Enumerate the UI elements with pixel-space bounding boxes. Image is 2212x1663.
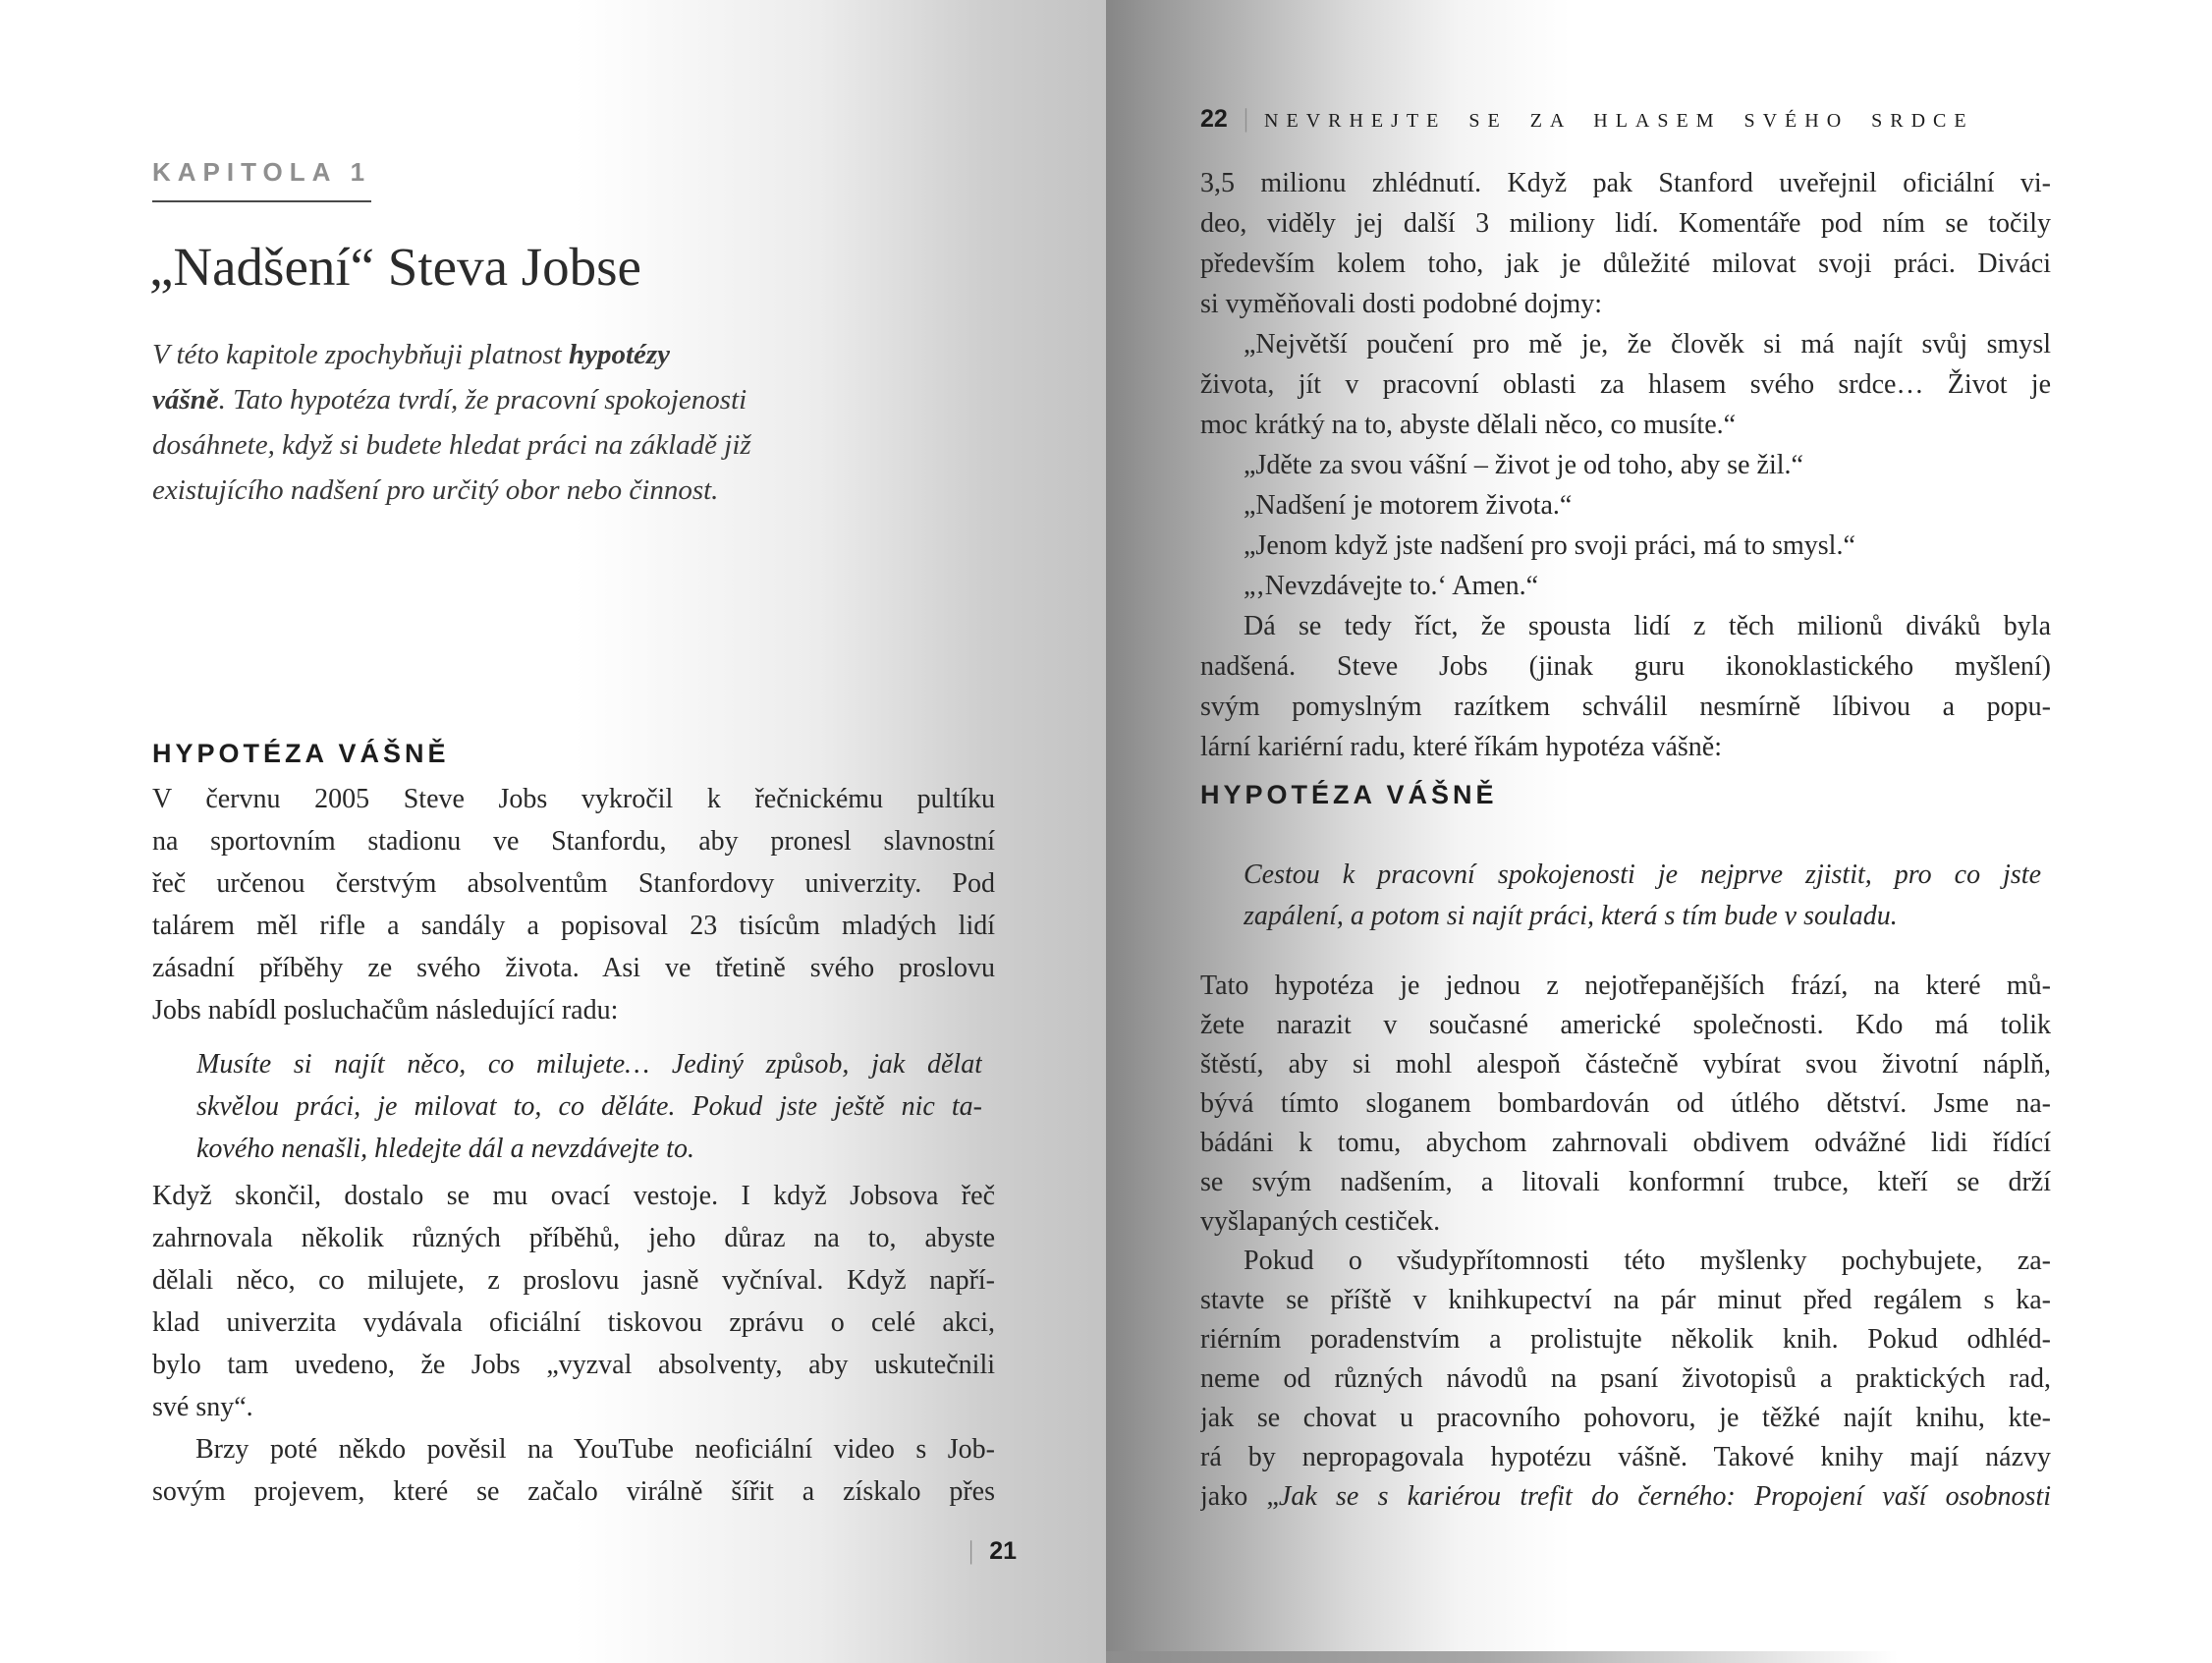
text-segment: „Největší poučení pro mě je, že člověk si má najít svůj smysl [1244, 329, 2051, 360]
text-segment: klad univerzita vydávala oficiální tiskovou zprávu o celé akci, [152, 1307, 995, 1338]
running-header [1200, 104, 1974, 134]
text-line [1200, 526, 2051, 566]
text-line [1200, 1242, 2051, 1281]
text-line [1200, 566, 2051, 606]
text-line [196, 1043, 982, 1085]
text-line [152, 989, 995, 1031]
body-paragraph [1200, 163, 2051, 767]
text-line [196, 1085, 982, 1128]
text-line [1200, 1202, 2051, 1242]
text-segment: Když skončil, dostalo se mu ovací vestoje. I když Jobsova řeč [152, 1181, 995, 1211]
text-line [1200, 203, 2051, 244]
text-line [152, 905, 995, 947]
text-segment: zapálení, a potom si najít práci, která s tím bude v souladu. [1244, 901, 1898, 931]
text-line [1200, 405, 2051, 445]
page-number-left [722, 1536, 1017, 1566]
text-line [152, 377, 1007, 422]
text-line [1200, 1045, 2051, 1084]
text-line [1200, 1320, 2051, 1359]
text-segment: Tato hypotéza je jednou z nejotřepanějších frází, na které mů- [1200, 970, 2051, 1001]
text-line [152, 862, 995, 905]
text-line [1200, 284, 2051, 324]
text-segment: „Jenom když jste nadšení pro svoji práci, má to smysl.“ [1244, 530, 1855, 561]
text-line [1200, 364, 2051, 405]
text-segment: Jobs nabídl posluchačům následující radu: [152, 995, 619, 1026]
text-line [152, 778, 995, 820]
text-segment: štěstí, aby si mohl alespoň částečně vybírat svou životní náplň, [1200, 1049, 2051, 1080]
text-line [1200, 606, 2051, 646]
text-line [1200, 1281, 2051, 1320]
text-line [1200, 445, 2051, 485]
running-title: NEVRHEJTE SE ZA HLASEM SVÉHO SRDCE [1264, 110, 1974, 132]
text-segment: talárem měl rifle a sandály a popisoval 23 tisícům mladých lidí [152, 911, 995, 941]
text-segment: vyšlapaných cestiček. [1200, 1206, 1441, 1237]
chapter-title: „Nadšení“ Steva Jobse [149, 237, 641, 297]
text-segment: „‚Nevzdávejte to.‘ Amen.“ [1244, 571, 1539, 601]
section-heading-left: HYPOTÉZA VÁŠNĚ [152, 739, 450, 768]
block-quote [1244, 855, 2041, 937]
text-line [152, 1386, 995, 1428]
text-segment: zásadní příběhy ze svého života. Asi ve třetině svého proslovu [152, 953, 995, 983]
text-segment: řeč určenou čerstvým absolventům Stanfordovy univerzity. Pod [152, 868, 995, 899]
text-segment: dosáhnete, když si budete hledat práci na základě již [152, 429, 751, 461]
text-segment: kového nenašli, hledejte dál a nevzdávejte to. [196, 1134, 694, 1164]
text-line [152, 332, 1007, 377]
text-segment: bylo tam uvedeno, že Jobs „vyzval absolventy, aby uskutečnili [152, 1350, 995, 1380]
text-segment: Jak se s kariérou trefit do černého: Propojení vaší osobnosti [1278, 1481, 2051, 1512]
text-line [152, 468, 1007, 513]
text-segment: své sny“. [152, 1392, 253, 1422]
text-segment: bádáni k tomu, abychom zahrnovali obdivem odvážné lidi řídící [1200, 1128, 2051, 1158]
text-segment: rá by nepropagovala hypotézu vášně. Takové knihy mají názvy [1200, 1442, 2051, 1472]
text-line [1200, 163, 2051, 203]
text-segment: Cestou k pracovní spokojenosti je nejprve zjistit, pro co jste [1244, 859, 2041, 890]
text-segment: „Jděte za svou vášní – život je od toho, aby se žil.“ [1244, 450, 1803, 480]
text-line [152, 1302, 995, 1344]
section-heading-right: HYPOTÉZA VÁŠNĚ [1200, 780, 1498, 809]
text-segment: jak se chovat u pracovního pohovoru, je těžké najít knihu, kte- [1200, 1403, 2051, 1433]
text-segment: zahrnovala několik různých příběhů, jeho důraz na to, abyste [152, 1223, 995, 1253]
body-paragraph [152, 1175, 995, 1513]
chapter-lede [152, 332, 1007, 513]
text-segment: nadšená. Steve Jobs (jinak guru ikonoklastického myšlení) [1200, 651, 2051, 682]
text-segment: si vyměňovali dosti podobné dojmy: [1200, 289, 1603, 319]
text-line [152, 422, 1007, 468]
chapter-kicker: KAPITOLA 1 [152, 157, 371, 202]
page-right [1106, 0, 2212, 1663]
text-line [152, 1470, 995, 1513]
text-line [152, 1344, 995, 1386]
text-line [1244, 896, 2041, 937]
text-line [1200, 1124, 2051, 1163]
body-paragraph [152, 778, 995, 1031]
text-segment: Musíte si najít něco, co milujete… Jediný způsob, jak dělat [196, 1049, 982, 1080]
page-bottom-shadow [1106, 1651, 1931, 1663]
text-segment: jako „ [1200, 1481, 1279, 1512]
text-line [1200, 244, 2051, 284]
text-segment: V červnu 2005 Steve Jobs vykročil k řečnickému pultíku [152, 784, 995, 814]
text-line [1200, 1084, 2051, 1124]
header-divider: | [1243, 104, 1249, 133]
text-segment: sovým projevem, které se začalo virálně šířit a získalo přes [152, 1476, 995, 1507]
text-line [1200, 485, 2051, 526]
text-line [1200, 727, 2051, 767]
text-line [152, 820, 995, 862]
text-segment: Pokud o všudypřítomnosti této myšlenky pochybujete, za- [1244, 1246, 2051, 1276]
text-segment: Dá se tedy říct, že spousta lidí z těch milionů diváků byla [1244, 611, 2051, 641]
text-segment: moc krátký na to, abyste dělali něco, co musíte.“ [1200, 410, 1737, 440]
header-page-number: 22 [1200, 105, 1228, 133]
text-line [152, 947, 995, 989]
text-segment: žete narazit v současné americké společnosti. Kdo má tolik [1200, 1010, 2051, 1040]
text-line [152, 1259, 995, 1302]
text-line [1200, 646, 2051, 687]
text-line [1200, 967, 2051, 1006]
text-segment: se svým nadšením, a litovali konformní trubce, kteří se drží [1200, 1167, 2051, 1197]
text-segment: především kolem toho, jak je důležité milovat svoji práci. Diváci [1200, 249, 2051, 279]
text-segment: „Nadšení je motorem života.“ [1244, 490, 1573, 521]
text-segment: 3,5 milionu zhlédnutí. Když pak Stanford uveřejnil oficiální vi- [1200, 168, 2051, 198]
text-segment: bývá tímto sloganem bombardován od útlého dětství. Jsme na- [1200, 1088, 2051, 1119]
text-segment: existujícího nadšení pro určitý obor nebo činnost. [152, 474, 719, 506]
text-segment: hypotézy [568, 339, 671, 370]
text-line [152, 1217, 995, 1259]
text-segment: neme od různých návodů na psaní životopisů a praktických rad, [1200, 1363, 2051, 1394]
text-segment: vášně [152, 384, 219, 416]
text-line [152, 1175, 995, 1217]
folio-number: 21 [989, 1537, 1017, 1565]
text-line [1244, 855, 2041, 896]
body-paragraph [1200, 967, 2051, 1517]
text-line [1200, 1438, 2051, 1477]
text-segment: dělali něco, co milujete, z proslovu jasně vyčníval. Když napří- [152, 1265, 995, 1296]
text-line [196, 1128, 982, 1170]
text-line [1200, 1477, 2051, 1517]
text-line [1200, 1006, 2051, 1045]
text-segment: svým pomyslným razítkem schválil nesmírně líbivou a popu- [1200, 692, 2051, 722]
text-line [1200, 687, 2051, 727]
text-segment: stavte se příště v knihkupectví na pár minut před regálem s ka- [1200, 1285, 2051, 1315]
text-line [1200, 1163, 2051, 1202]
text-segment: deo, viděly jej další 3 miliony lidí. Komentáře pod ním se točily [1200, 208, 2051, 239]
text-line [152, 1428, 995, 1470]
folio-divider: | [968, 1536, 974, 1565]
text-segment: života, jít v pracovní oblasti za hlasem svého srdce… Život je [1200, 369, 2051, 400]
text-line [1200, 1359, 2051, 1399]
text-segment: V této kapitole zpochybňuji platnost [152, 339, 569, 370]
text-segment: riérním poradenstvím a prolistujte několik knih. Pokud odhléd- [1200, 1324, 2051, 1355]
text-line [1200, 324, 2051, 364]
text-line [1200, 1399, 2051, 1438]
text-segment: na sportovním stadionu ve Stanfordu, aby pronesl slavnostní [152, 826, 995, 857]
text-segment: skvělou práci, je milovat to, co děláte. Pokud jste ještě nic ta- [196, 1091, 982, 1122]
text-segment: . Tato hypotéza tvrdí, že pracovní spokojenosti [218, 384, 747, 416]
text-segment: Brzy poté někdo pověsil na YouTube neoficiální video s Job- [195, 1434, 995, 1465]
text-segment: lární kariérní radu, které říkám hypotéza vášně: [1200, 732, 1722, 762]
block-quote [196, 1043, 982, 1170]
